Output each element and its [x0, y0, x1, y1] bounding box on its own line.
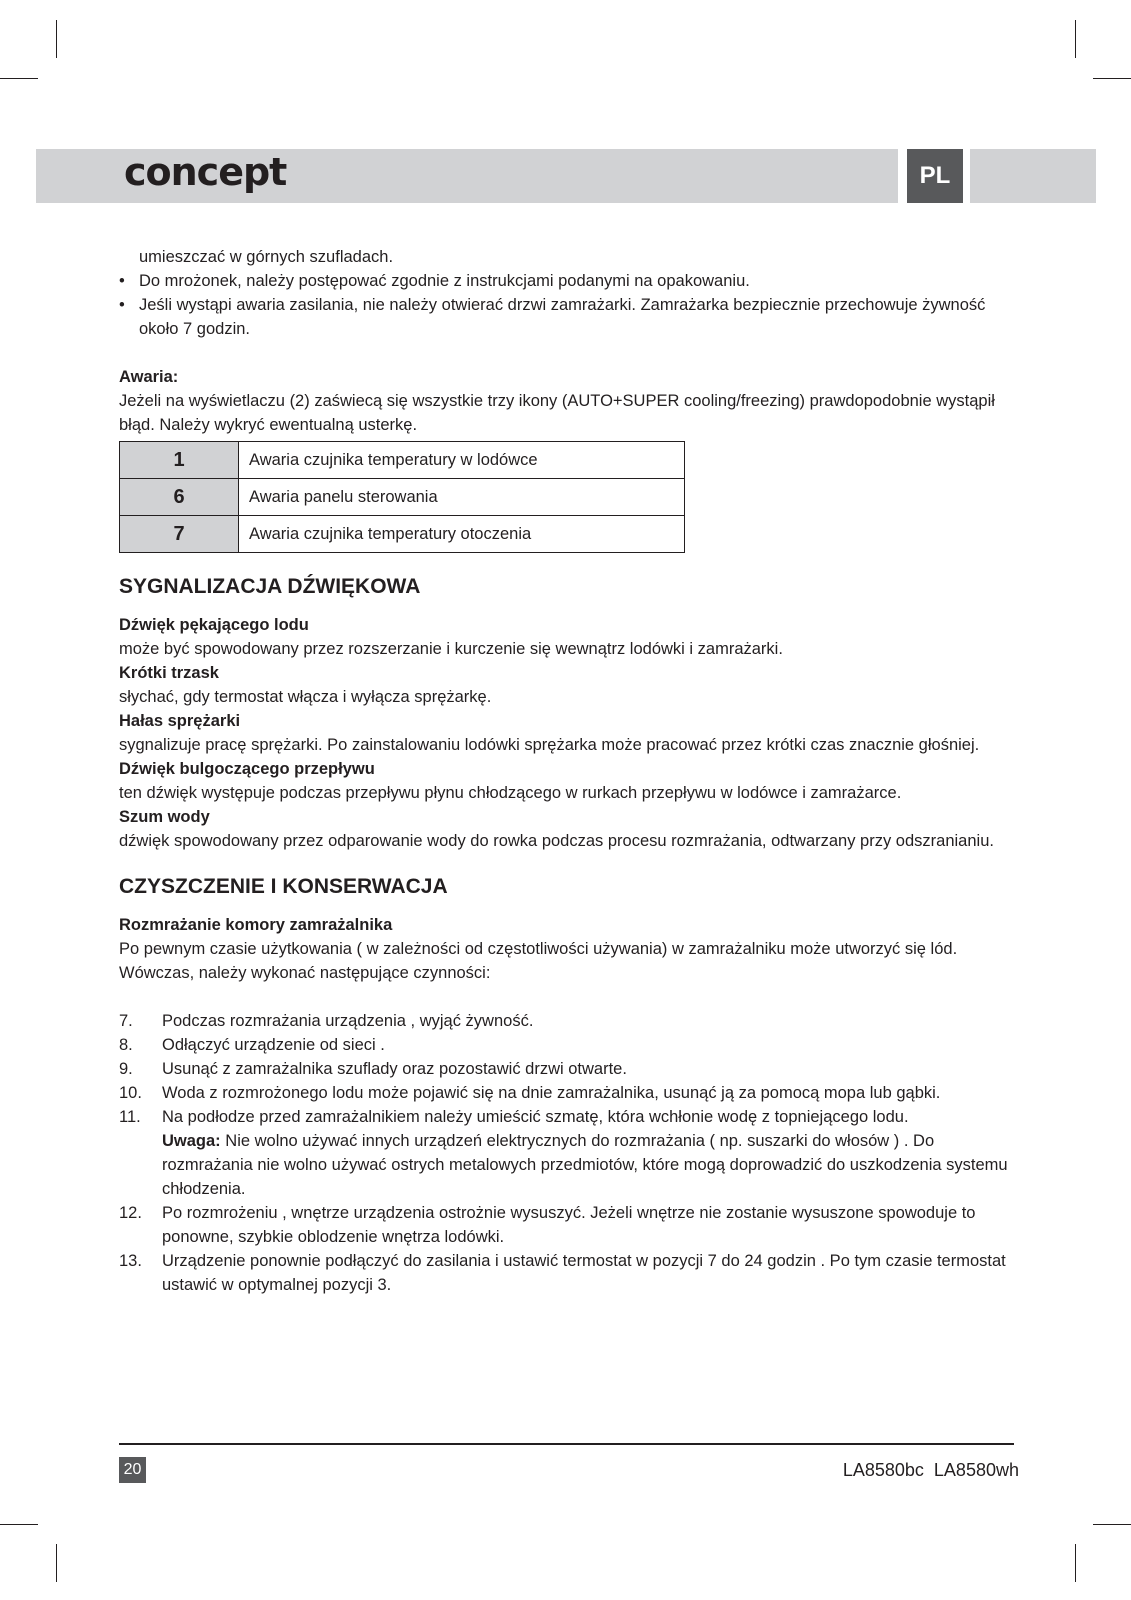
table-row [120, 516, 685, 553]
list-item [119, 1081, 1019, 1105]
sound-term: Hałas sprężarki [119, 712, 241, 730]
header-bar-end [970, 149, 1096, 203]
step-number: 7. [119, 1012, 133, 1030]
page-content [119, 245, 1019, 1297]
list-item [119, 1009, 1019, 1033]
table-row [120, 479, 685, 516]
list-item [119, 1057, 1019, 1081]
section-title-cleaning: CZYSZCZENIE I KONSERWACJA [119, 875, 448, 898]
fault-heading: Awaria: [119, 368, 179, 386]
list-item [119, 1201, 1019, 1249]
step-text: Na podłodze przed zamrażalnikiem należy umieścić szmatę, która wchłonie wodę z topniejącego lodu. [162, 1108, 909, 1126]
list-item: • Jeśli wystąpi awaria zasilania, nie należy otwierać drzwi zamrażarki. Zamrażarka bezpiecznie przechowuje żywność około 7 godzin. [119, 293, 1019, 341]
step-number: 11. [119, 1108, 141, 1126]
cleaning-intro: Po pewnym czasie użytkowania ( w zależności od częstotliwości używania) w zamrażalniku może utworzyć się lód. Wówczas, należy wykonać następujące czynności: [119, 940, 958, 982]
note-text: Nie wolno używać innych urządzeń elektrycznych do rozmrażania ( np. suszarki do włosów ) . Do rozmrażania nie wolno używać ostrych metalowych przedmiotów, które mogą doprowadzić do uszkodzenia systemu chłodzenia. [162, 1132, 1008, 1198]
crop-mark [1093, 1524, 1131, 1525]
page-number: 20 [119, 1457, 146, 1483]
step-number: 8. [119, 1036, 133, 1054]
language-badge: PL [907, 149, 963, 203]
step-number: 10. [119, 1084, 142, 1102]
list-item [119, 1249, 1019, 1297]
fault-code: 1 [120, 442, 239, 479]
crop-mark [1093, 78, 1131, 79]
step-text: Po rozmrożeniu , wnętrze urządzenia ostrożnie wysuszyć. Jeżeli wnętrze nie zostanie wysuszone spowoduje to ponowne, szybkie oblodzenie wnętrza lodówki. [162, 1204, 976, 1246]
crop-mark [56, 20, 57, 58]
crop-mark [0, 1524, 38, 1525]
list-item [119, 1105, 1019, 1201]
sound-description: dźwięk spowodowany przez odparowanie wody do rowka podczas procesu rozmrażania, odtwarzany przy odszranianiu. [119, 832, 994, 850]
step-number: 13. [119, 1252, 142, 1270]
sound-term: Krótki trzask [119, 664, 219, 682]
fault-table [119, 441, 685, 553]
fault-code: 6 [120, 479, 239, 516]
brand-logo: concept [124, 150, 287, 194]
footer-divider [119, 1443, 1014, 1445]
sound-description: słychać, gdy termostat włącza i wyłącza sprężarkę. [119, 688, 492, 706]
list-item [119, 1033, 1019, 1057]
crop-mark [56, 1544, 57, 1582]
fault-description: Awaria czujnika temperatury w lodówce [239, 442, 685, 479]
sound-description: sygnalizuje pracę sprężarki. Po zainstalowaniu lodówki sprężarka może pracować przez krótki czas znacznie głośniej. [119, 736, 980, 754]
fault-code: 7 [120, 516, 239, 553]
sound-description: może być spowodowany przez rozszerzanie i kurczenie się wewnątrz lodówki i zamrażarki. [119, 640, 783, 658]
fault-text: Jeżeli na wyświetlaczu (2) zaświecą się wszystkie trzy ikony (AUTO+SUPER cooling/freezing) prawdopodobnie wystąpił błąd. Należy wykryć ewentualną usterkę. [119, 392, 995, 434]
table-row [120, 442, 685, 479]
cleaning-steps [119, 1009, 1019, 1297]
step-text: Odłączyć urządzenie od sieci . [162, 1036, 385, 1054]
step-text: Podczas rozmrażania urządzenia , wyjąć żywność. [162, 1012, 534, 1030]
cleaning-subheading: Rozmrażanie komory zamrażalnika [119, 916, 393, 934]
sound-term: Dźwięk pękającego lodu [119, 616, 309, 634]
intro-continuation: umieszczać w górnych szufladach. [139, 248, 394, 266]
fault-description: Awaria panelu sterowania [239, 479, 685, 516]
step-number: 9. [119, 1060, 133, 1078]
sounds-list [119, 613, 1019, 853]
section-title-sounds: SYGNALIZACJA DŹWIĘKOWA [119, 575, 421, 598]
step-number: 12. [119, 1204, 142, 1222]
fault-description: Awaria czujnika temperatury otoczenia [239, 516, 685, 553]
model-number: LA8580bc LA8580wh [842, 1460, 1019, 1480]
note-label: Uwaga: [162, 1132, 221, 1150]
crop-mark [1075, 20, 1076, 58]
sound-description: ten dźwięk występuje podczas przepływu płynu chłodzącego w rurkach przepływu w lodówce i zamrażarce. [119, 784, 902, 802]
intro-bullet-list [119, 269, 1019, 341]
step-text: Urządzenie ponownie podłączyć do zasilania i ustawić termostat w pozycji 7 do 24 godzin . Po tym czasie termostat ustawić w optymalnej pozycji 3. [162, 1252, 1006, 1294]
step-text: Usunąć z zamrażalnika szuflady oraz pozostawić drzwi otwarte. [162, 1060, 627, 1078]
step-text: Woda z rozmrożonego lodu może pojawić się na dnie zamrażalnika, usunąć ją za pomocą mopa lub gąbki. [162, 1084, 941, 1102]
list-item: • Do mrożonek, należy postępować zgodnie z instrukcjami podanymi na opakowaniu. [119, 269, 1019, 293]
sound-term: Dźwięk bulgoczącego przepływu [119, 760, 375, 778]
crop-mark [0, 78, 38, 79]
crop-mark [1075, 1544, 1076, 1582]
sound-term: Szum wody [119, 808, 210, 826]
